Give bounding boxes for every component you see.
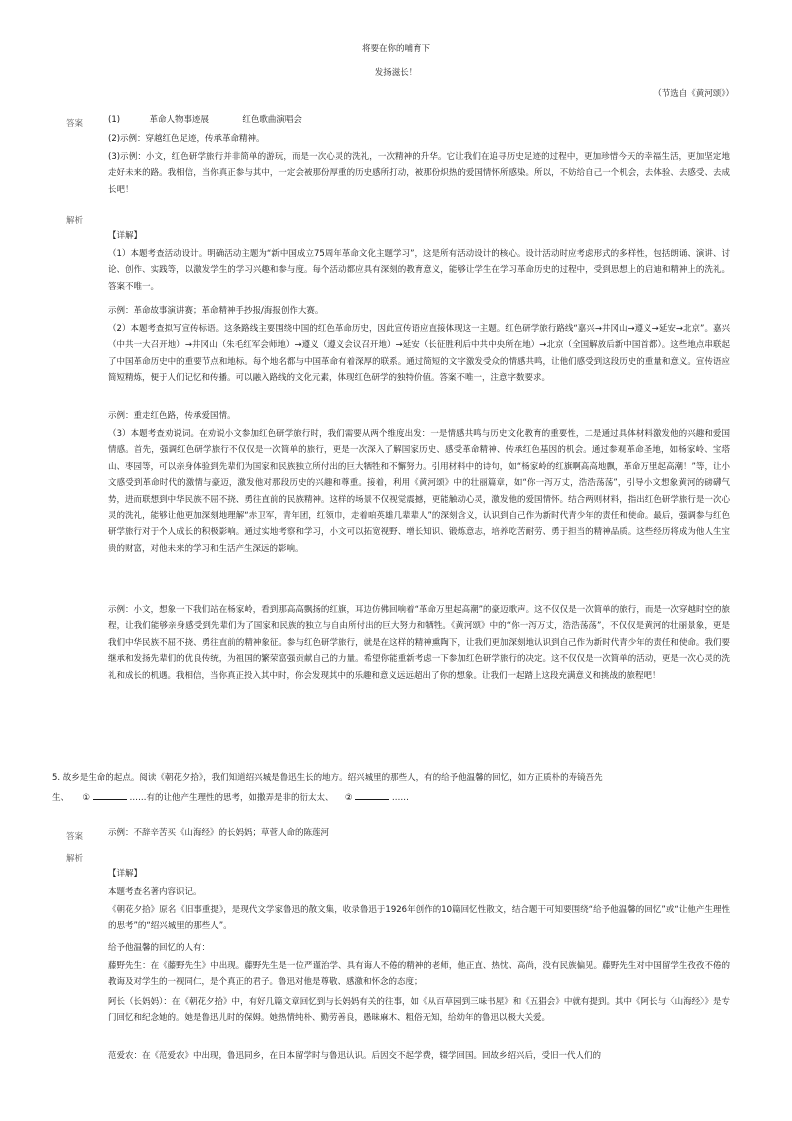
q4-answer-label: 答案 <box>66 119 84 129</box>
q5-analysis-fan-ainong: 范爱农：在《范爱农》中出现，鲁迅同乡，在日本留学时与鲁迅认识。后因交不起学费，辍学回国。回故乡绍兴后，受旧一代人们的 <box>108 1051 602 1061</box>
q5-blank-2[interactable] <box>355 791 389 800</box>
q5-analysis-intro: 本题考查名著内容识记。 <box>108 887 202 897</box>
q5-analysis-warm-heading: 给予他温馨的回忆的人有： <box>108 943 211 953</box>
poem-source: （节选自《黄河颂》） <box>653 89 734 99</box>
poem-line-2: 发扬滋长！ <box>374 68 418 78</box>
q5-stem-part-c: …… <box>391 793 409 803</box>
poem-line-1: 将要在你的哺育下 <box>361 44 430 54</box>
q5-answer-text: 示例：不辞辛苦买《山海经》的长妈妈；草菅人命的陈莲河 <box>108 828 330 838</box>
q4-answer-2: (2)示例：穿越红色足迹，传承革命精神。 <box>108 134 265 144</box>
q5-analysis-ah-chang: 阿长（长妈妈）：在《朝花夕拾》中，有好几篇文章回忆到与长妈妈有关的往事，如《从百草园到三味书屋》和《五猖会》中就有提到。其中《阿长与〈山海经〉》是专门回忆和纪念她的。她是鲁迅儿时的保姆。她热情纯朴、勤劳善良，愚昧麻木、粗俗无知，给幼年的鲁迅以极大关爱。 <box>108 997 730 1024</box>
q4-answer-1-number: (1) <box>108 115 121 125</box>
q4-answer-1-item-a: 革命人物事迹展 <box>149 115 209 125</box>
q5-analysis-fujino: 藤野先生：在《藤野先生》中出现。藤野先生是一位严谨治学、具有诲人不倦的精神的老师，他正直、热忱、高尚，没有民族偏见。藤野先生对中国留学生孜孜不倦的教诲及对学生的一视同仁，是个真正的君子。鲁迅对他是尊敬、感激和怀念的态度； <box>108 961 730 988</box>
q4-answer-1-item-b: 红色歌曲演唱会 <box>242 115 302 125</box>
q4-answer-3: (3)示例：小文，红色研学旅行并非简单的游玩，而是一次心灵的洗礼，一次精神的升华。它让我们在追寻历史足迹的过程中，更加珍惜今天的幸福生活，更加坚定地走好未来的路。我相信，当你真正参与其中，一定会被那份厚重的历史感所打动，被那份炽热的爱国情怀所感染。所以，不妨给自己一个机会，去体验、去感受、去成长吧！ <box>108 152 730 195</box>
q5-analysis-label: 解析 <box>66 854 84 864</box>
q4-analysis-part-1-example: 示例：革命故事演讲赛；革命精神手抄报/海报创作大赛。 <box>108 306 324 316</box>
q4-analysis-label: 解析 <box>66 216 84 226</box>
q4-analysis-part-2-example: 示例：重走红色路，传承爱国情。 <box>108 411 236 421</box>
q5-analysis-background: 《朝花夕拾》原名《旧事重提》，是现代文学家鲁迅的散文集，收录鲁迅于1926年创作的10篇回忆性散文，结合题干可知要围绕“给予他温馨的回忆”或“让他产生理性的思考”的“绍兴城里的那些人”。 <box>108 905 730 932</box>
q4-answer-1 <box>108 112 302 128</box>
q5-stem-part-b: ……有的让他产生理性的思考，如撒弄是非的衍太太、 <box>129 793 334 803</box>
q5-blank-1[interactable] <box>93 791 127 800</box>
q5-blank-1-number: ① <box>82 793 91 803</box>
q4-analysis-part-3-example: 示例：小文，想象一下我们站在杨家岭，看到那高高飘扬的红旗，耳边仿佛回响着“革命万里起高潮”的豪迈歌声。这不仅仅是一次简单的旅行，而是一次穿越时空的旅程，让我们能够亲身感受到先辈们为了国家和民族的独立与自由所付出的巨大努力和牺牲。《黄河颂》中的“你一泻万丈，浩浩荡荡”，不仅仅是黄河的壮丽景象，更是我们中华民族不屈不挠、勇往直前的精神象征。参与红色研学旅行，就是在这样的精神熏陶下，让我们更加深刻地认识到自己作为新时代青少年的责任和使命。我们要继承和发扬先辈们的优良传统，为祖国的繁荣富强贡献自己的力量。希望你能重新考虑一下参加红色研学旅行的决定。这不仅仅是一次简单的活动，更是一次心灵的洗礼和成长的机遇。我相信，当你真正投入其中时，你会发现其中的乐趣和意义远远超出了你的想象。让我们一起踏上这段充满意义和挑战的旅程吧！ <box>108 605 730 681</box>
q5-answer-label: 答案 <box>66 832 84 842</box>
q5-stem-part-a: 生、 <box>52 793 70 803</box>
q5-stem-line-1: 5. 故乡是生命的起点。阅读《朝花夕拾》，我们知道绍兴城是鲁迅生长的地方。绍兴城里的那些人，有的给予他温馨的回忆，如方正质朴的寿镜吾先 <box>52 773 603 783</box>
q4-analysis-part-3: （3）本题考查劝说词。在劝说小文参加红色研学旅行时，我们需要从两个维度出发：一是情感共鸣与历史文化教育的重要性，二是通过具体材料激发他的兴趣和爱国情感。首先，强调红色研学旅行不仅仅是一次简单的旅行，更是一次深入了解国家历史、感受革命精神、传承红色基因的机会。通过参观革命圣地，如杨家岭、宝塔山、枣园等，可以亲身体验到先辈们为国家和民族独立所付出的巨大牺牲和不懈努力。引用材料中的诗句，如“杨家岭的红旗啊高高地飘，革命万里起高潮！”等，让小文感受到革命时代的激情与豪迈，激发他对那段历史的兴趣和尊重。接着，利用《黄河颂》中的壮丽篇章，如“你一泻万丈，浩浩荡荡”，引导小文想象黄河的磅礴气势，进而联想到中华民族不屈不挠、勇往直前的民族精神。这样的场景不仅视觉震撼，更能触动心灵，激发他的爱国情怀。结合两则材料，指出红色研学旅行是一次心灵的洗礼，能够让他更加深刻地理解“赤卫军，青年团，红领巾，走着咱英雄几辈辈人”的深刻含义，认识到自己作为新时代青少年的责任和使命。最后，强调参与红色研学旅行对于个人成长的积极影响。通过实地考察和学习，小文可以拓宽视野、增长知识、锻炼意志，培养吃苦耐劳、勇于担当的精神品质。这些经历将成为他人生宝贵的财富，对他未来的学习和生活产生深远的影响。 <box>108 429 730 554</box>
q5-stem-line-2 <box>52 790 409 806</box>
q5-blank-2-number: ② <box>344 793 353 803</box>
q5-detail-heading: 【详解】 <box>108 869 143 879</box>
q4-analysis-part-1: （1）本题考查活动设计。明确活动主题为“新中国成立75周年革命文化主题学习”，这是所有活动设计的核心。设计活动时应考虑形式的多样性，包括朗诵、演讲、讨论、创作、实践等，以激发学生的学习兴趣和参与度。每个活动都应具有深刻的教育意义，能够让学生在学习革命历史的过程中，受到思想上的启迪和精神上的洗礼。答案不唯一。 <box>108 249 730 292</box>
q4-detail-heading: 【详解】 <box>108 231 143 241</box>
q4-analysis-part-2: （2）本题考查拟写宣传标语。这条路线主要围绕中国的红色革命历史，因此宣传语应直接体现这一主题。红色研学旅行路线“嘉兴→井冈山→遵义→延安→北京”。嘉兴（中共一大召开地）→井冈山（朱毛红军会师地）→遵义（遵义会议召开地）→延安（长征胜利后中共中央所在地）→北京（全国解放后新中国首都）。这些地点串联起了中国革命历史中的重要节点和地标。每个地名都与中国革命有着深厚的联系。通过简短的文字激发受众的情感共鸣，让他们感受到这段历史的重量和意义。宣传语应简短精炼，便于人们记忆和传播。可以融入路线的文化元素，体现红色研学的独特价值。答案不唯一，注意字数要求。 <box>108 324 730 384</box>
